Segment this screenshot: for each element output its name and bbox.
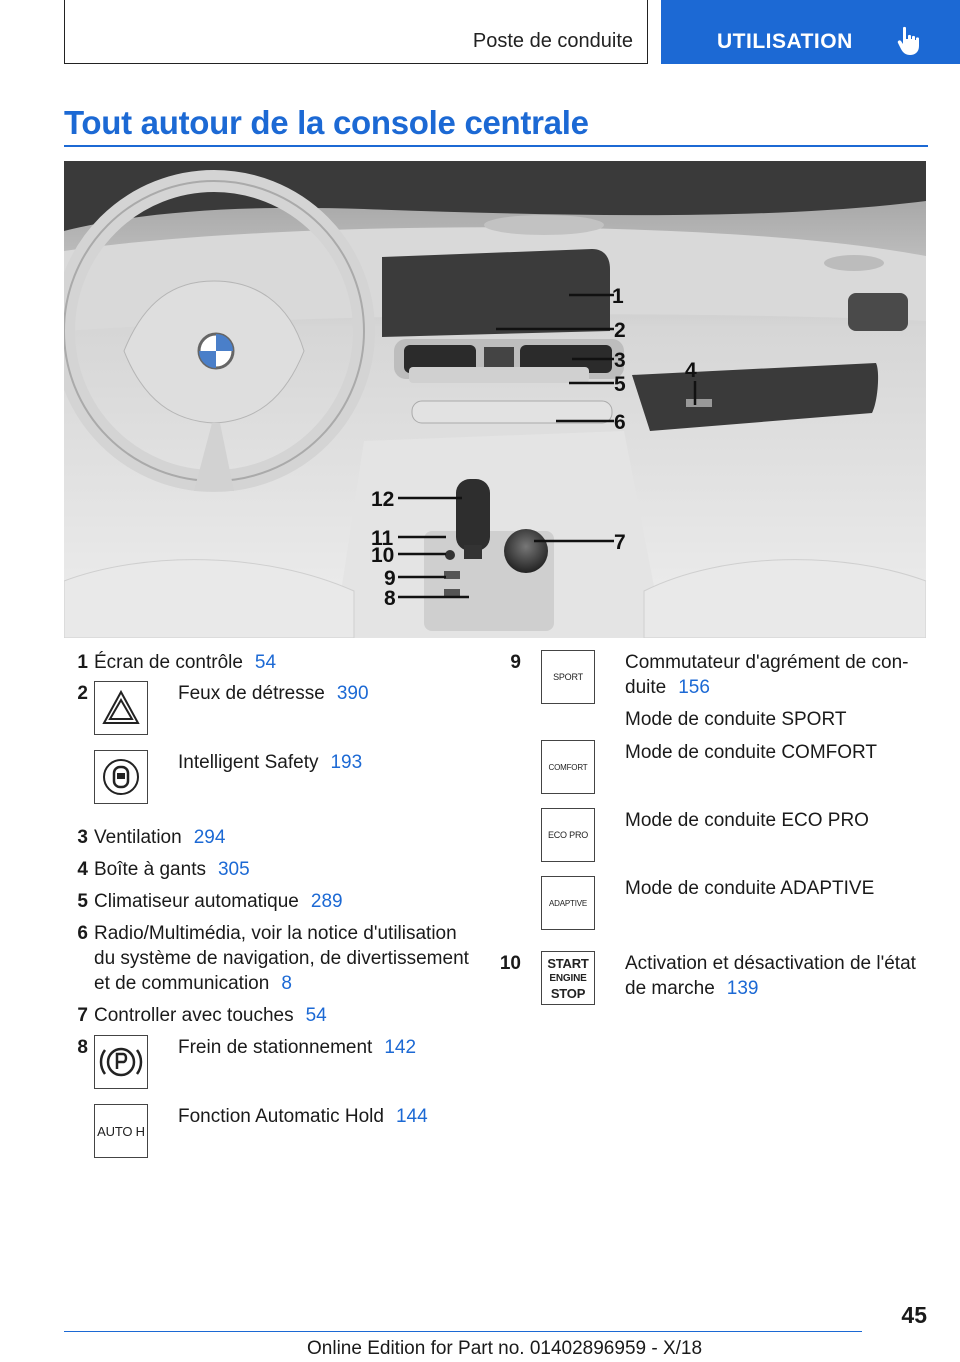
sport-mode-icon: SPORT [541,650,595,704]
page-ref-link[interactable]: 139 [726,978,759,999]
pointing-hand-icon [897,26,923,56]
page-ref-link[interactable]: 54 [254,652,277,673]
callout-6: 6 [614,411,626,434]
page-title: Tout autour de la console centrale [64,104,589,141]
start-stop-icon: START ENGINE STOP [541,951,595,1005]
page-ref-link[interactable]: 142 [384,1037,417,1058]
header-section-box [64,0,648,64]
callout-7: 7 [614,531,626,554]
comfort-mode-icon: COMFORT [541,740,595,794]
intelligent-safety-icon [94,750,148,804]
callout-4: 4 [685,359,697,382]
header-chapter-tab [661,0,960,64]
callout-5: 5 [614,373,626,396]
page-ref-link[interactable]: 289 [310,891,343,912]
page-ref-link[interactable]: 8 [281,973,292,994]
callout-1: 1 [612,285,624,308]
page-ref-link[interactable]: 54 [305,1005,327,1026]
eco-pro-mode-icon: ECO PRO [541,808,595,862]
callout-11: 11 [371,527,394,550]
parking-brake-icon [94,1035,148,1089]
callout-2: 2 [614,319,626,342]
hazard-warning-icon [94,681,148,735]
page-ref-link[interactable]: 193 [330,752,363,773]
auto-hold-icon: AUTO H [94,1104,148,1158]
page-ref-link[interactable]: 294 [193,827,226,848]
adaptive-mode-icon: ADAPTIVE [541,876,595,930]
page-number: 45 [901,1302,927,1328]
callout-12: 12 [371,488,395,511]
page-ref-link[interactable]: 144 [395,1106,428,1127]
callout-10: 10 [371,544,395,567]
header-chapter-title: UTILISATION [717,30,853,53]
footer-rule [64,1331,862,1332]
callout-8: 8 [384,587,396,610]
header-section-title: Poste de conduite [472,30,633,52]
title-rule [64,145,928,147]
page-ref-link[interactable]: 156 [678,677,710,698]
page-ref-link[interactable]: 390 [336,683,369,704]
page-ref-link[interactable]: 305 [217,859,250,880]
callout-9: 9 [384,567,396,590]
dashboard-photo [64,161,926,638]
callout-3: 3 [614,349,626,372]
footer-edition: Online Edition for Part no. 01402896959 - X/18 [307,1338,703,1359]
